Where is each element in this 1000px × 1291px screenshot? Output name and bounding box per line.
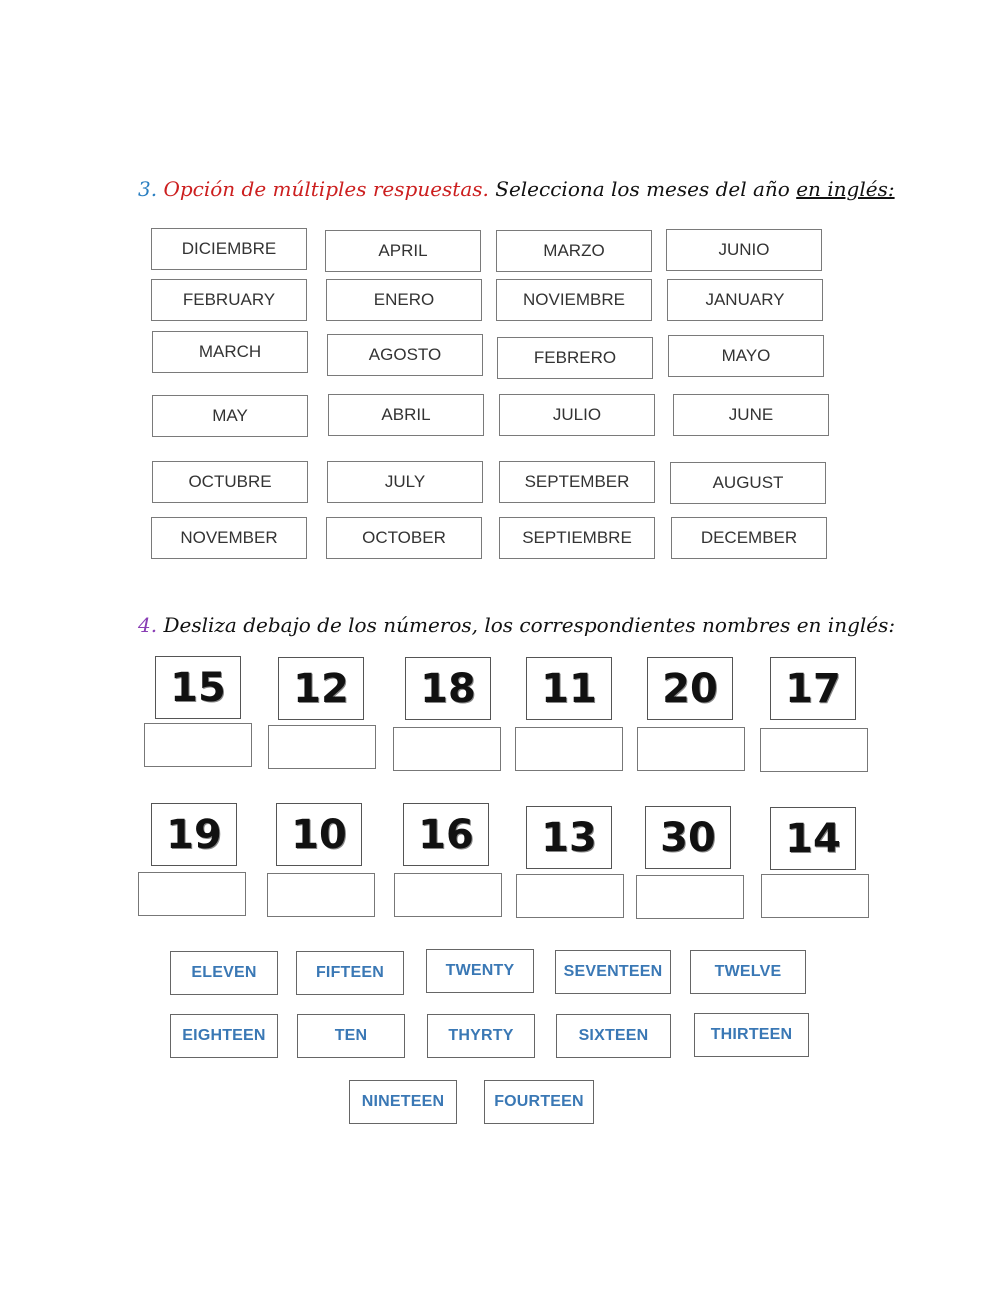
drop-zone[interactable] (394, 873, 502, 917)
section-4-instruction: Desliza debajo de los números, los correspondientes nombres en inglés: (163, 613, 896, 637)
word-tile[interactable]: SIXTEEN (556, 1014, 671, 1058)
section-4-number: 4. (138, 613, 158, 637)
drop-zone[interactable] (393, 727, 501, 771)
drop-zone[interactable] (138, 872, 246, 916)
month-option[interactable]: JULY (327, 461, 483, 503)
number-card: 16 (403, 803, 489, 866)
number-card: 10 (276, 803, 362, 866)
word-tile[interactable]: TWELVE (690, 950, 806, 994)
section-3-instruction: Selecciona los meses del año (495, 177, 790, 201)
month-option[interactable]: NOVIEMBRE (496, 279, 652, 321)
month-option[interactable]: DECEMBER (671, 517, 827, 559)
month-option[interactable]: AUGUST (670, 462, 826, 504)
drop-zone[interactable] (760, 728, 868, 772)
month-option[interactable]: MARCH (152, 331, 308, 373)
word-tile[interactable]: TEN (297, 1014, 405, 1058)
month-option[interactable]: FEBRERO (497, 337, 653, 379)
month-option[interactable]: JUNE (673, 394, 829, 436)
month-option[interactable]: JANUARY (667, 279, 823, 321)
month-option[interactable]: OCTUBRE (152, 461, 308, 503)
number-card: 30 (645, 806, 731, 869)
drop-zone[interactable] (516, 874, 624, 918)
month-option[interactable]: FEBRUARY (151, 279, 307, 321)
month-option[interactable]: SEPTEMBER (499, 461, 655, 503)
word-tile[interactable]: FIFTEEN (296, 951, 404, 995)
month-option[interactable]: DICIEMBRE (151, 228, 307, 270)
month-option[interactable]: AGOSTO (327, 334, 483, 376)
drop-zone[interactable] (267, 873, 375, 917)
month-option[interactable]: ABRIL (328, 394, 484, 436)
word-tile[interactable]: FOURTEEN (484, 1080, 594, 1124)
month-option[interactable]: OCTOBER (326, 517, 482, 559)
month-option[interactable]: MAYO (668, 335, 824, 377)
word-tile[interactable]: THIRTEEN (694, 1013, 809, 1057)
number-card: 14 (770, 807, 856, 870)
word-tile[interactable]: SEVENTEEN (555, 950, 671, 994)
drop-zone[interactable] (761, 874, 869, 918)
number-card: 11 (526, 657, 612, 720)
drop-zone[interactable] (144, 723, 252, 767)
word-tile[interactable]: ELEVEN (170, 951, 278, 995)
section-4-heading (138, 613, 895, 637)
section-3-number: 3. (138, 177, 158, 201)
month-option[interactable]: SEPTIEMBRE (499, 517, 655, 559)
word-tile[interactable]: TWENTY (426, 949, 534, 993)
section-3-heading (138, 177, 895, 201)
number-card: 17 (770, 657, 856, 720)
drop-zone[interactable] (637, 727, 745, 771)
number-card: 12 (278, 657, 364, 720)
month-option[interactable]: MARZO (496, 230, 652, 272)
number-card: 19 (151, 803, 237, 866)
month-option[interactable]: ENERO (326, 279, 482, 321)
month-option[interactable]: NOVEMBER (151, 517, 307, 559)
drop-zone[interactable] (636, 875, 744, 919)
drop-zone[interactable] (515, 727, 623, 771)
number-card: 15 (155, 656, 241, 719)
section-3-title: Opción de múltiples respuestas. (163, 177, 489, 201)
month-option[interactable]: MAY (152, 395, 308, 437)
section-3-emphasis: en inglés: (796, 177, 895, 201)
month-option[interactable]: JUNIO (666, 229, 822, 271)
word-tile[interactable]: THYRTY (427, 1014, 535, 1058)
month-option[interactable]: APRIL (325, 230, 481, 272)
number-card: 13 (526, 806, 612, 869)
word-tile[interactable]: EIGHTEEN (170, 1014, 278, 1058)
number-card: 20 (647, 657, 733, 720)
drop-zone[interactable] (268, 725, 376, 769)
word-tile[interactable]: NINETEEN (349, 1080, 457, 1124)
number-card: 18 (405, 657, 491, 720)
month-option[interactable]: JULIO (499, 394, 655, 436)
